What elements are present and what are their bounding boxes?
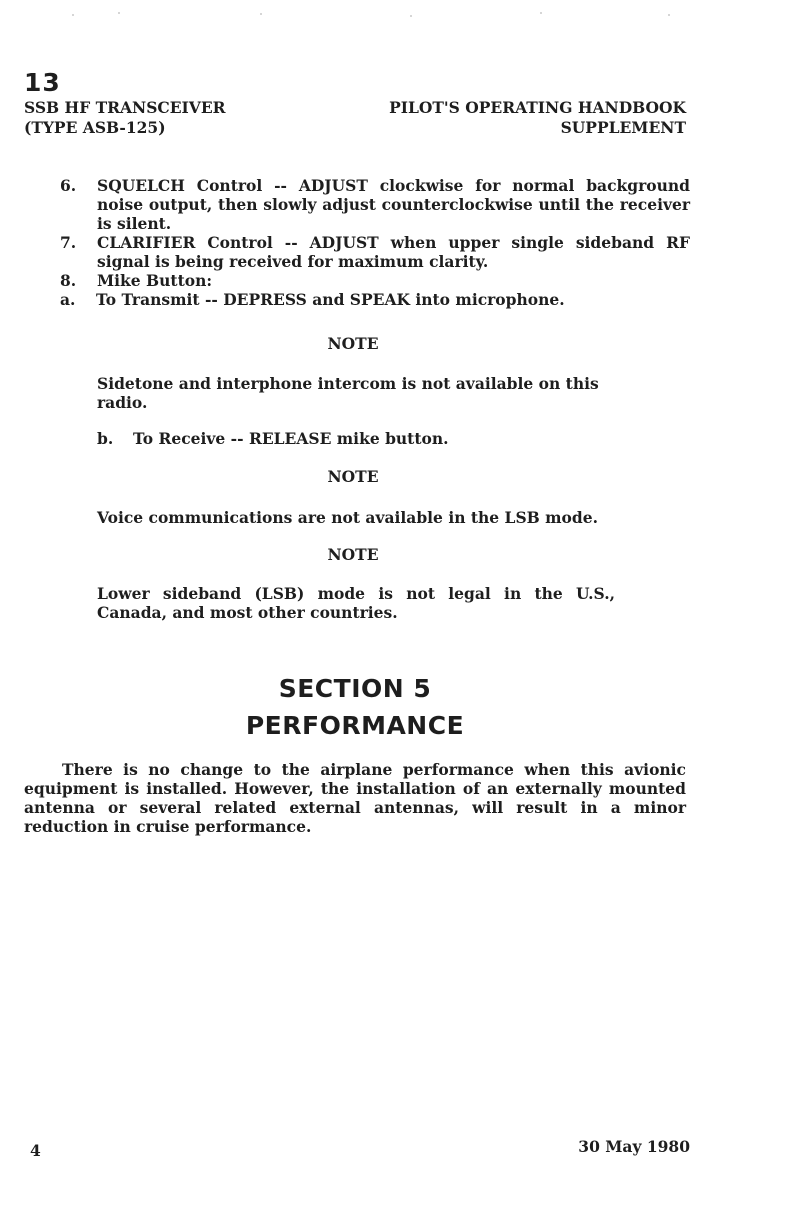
scan-speck xyxy=(118,12,120,14)
scan-speck xyxy=(410,15,412,17)
supplement-number: 13 xyxy=(24,68,61,97)
section-title: PERFORMANCE xyxy=(245,711,465,740)
scan-speck xyxy=(668,14,670,16)
performance-paragraph: There is no change to the airplane performance when this avionic equipment is installed. However, the installation of an externally mounted antenna or several related external antennas, will result in a minor reduction in cruise performance. xyxy=(24,760,686,836)
list-item xyxy=(60,176,690,233)
scan-speck xyxy=(72,14,74,16)
header-title: SSB HF TRANSCEIVER xyxy=(24,98,226,117)
supplement-label: SUPPLEMENT xyxy=(560,118,686,137)
header-left xyxy=(24,98,226,138)
sub-item xyxy=(97,429,657,448)
step-text: SQUELCH Control -- ADJUST clockwise for normal background noise output, then slowly adjust counterclockwise until the receiver is silent. xyxy=(97,176,690,233)
note-text: Lower sideband (LSB) mode is not legal in the U.S., Canada, and most other countries. xyxy=(97,584,615,622)
page-number: 4 xyxy=(30,1141,41,1160)
note-heading: NOTE xyxy=(327,545,379,564)
note-text: Voice communications are not available in the LSB mode. xyxy=(97,508,598,527)
header-type: (TYPE ASB-125) xyxy=(24,118,166,137)
section-number-title: SECTION 5 xyxy=(278,674,432,703)
handbook-title: PILOT'S OPERATING HANDBOOK xyxy=(389,98,686,117)
step-number: 8. xyxy=(60,271,77,290)
substep-letter: b. xyxy=(97,429,114,448)
sub-item xyxy=(60,290,690,309)
note-text: Sidetone and interphone intercom is not available on this radio. xyxy=(97,374,599,412)
note-heading: NOTE xyxy=(327,467,379,486)
step-number: 7. xyxy=(60,233,77,252)
substep-text: To Receive -- RELEASE mike button. xyxy=(133,429,449,448)
note-heading: NOTE xyxy=(327,334,379,353)
step-text: CLARIFIER Control -- ADJUST when upper single sideband RF signal is being received for maximum clarity. xyxy=(97,233,690,271)
substep-text: To Transmit -- DEPRESS and SPEAK into microphone. xyxy=(96,290,565,309)
step-number: 6. xyxy=(60,176,77,195)
scan-speck xyxy=(260,13,262,15)
header-right xyxy=(389,98,686,138)
list-item xyxy=(60,271,690,290)
step-text: Mike Button: xyxy=(97,271,213,290)
revision-date: 30 May 1980 xyxy=(578,1137,690,1156)
scan-speck xyxy=(540,12,542,14)
procedure-steps xyxy=(60,176,690,309)
list-item xyxy=(60,233,690,271)
substep-letter: a. xyxy=(60,290,76,309)
